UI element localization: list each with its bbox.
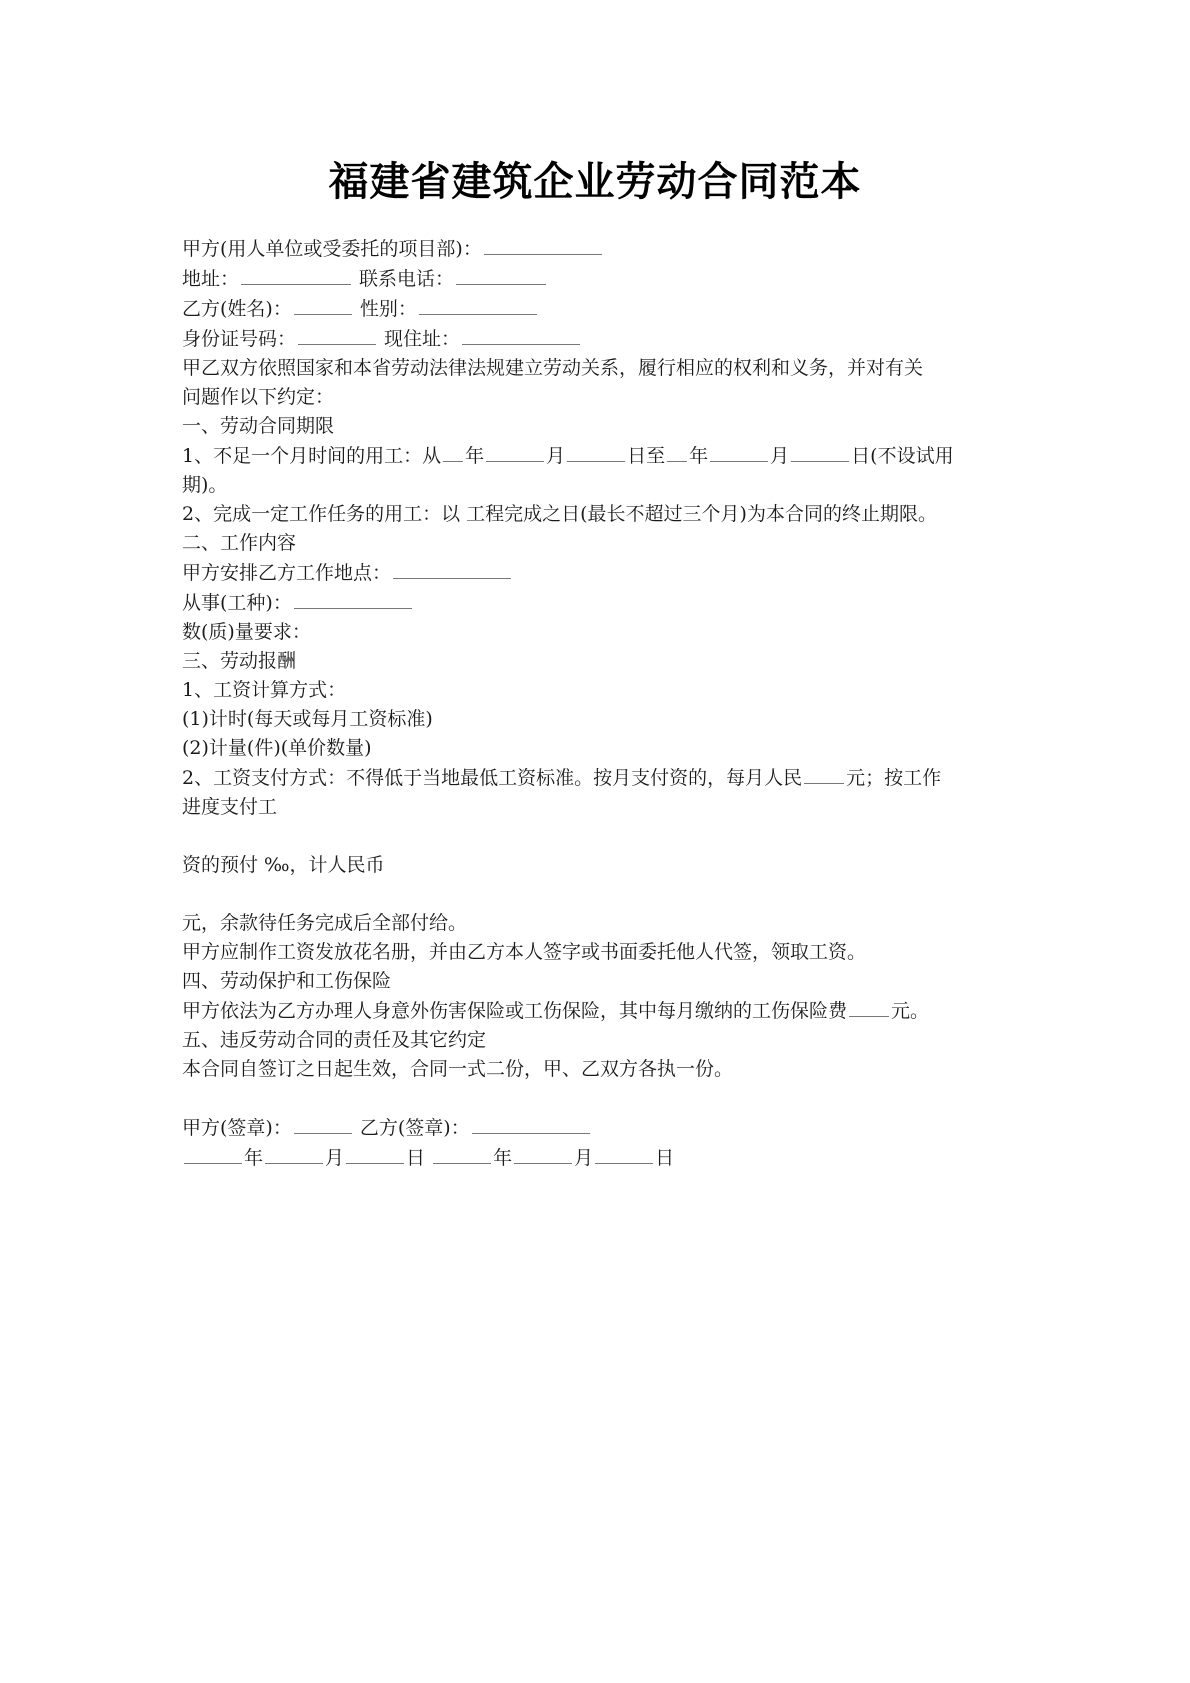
line-text: 年	[689, 445, 709, 467]
doc-line-pay-time	[182, 705, 1022, 734]
doc-line-pay-method-1	[182, 763, 1022, 793]
doc-line-section-5	[182, 1026, 1022, 1055]
fill-in-blank[interactable]	[265, 1143, 323, 1164]
line-text: 年	[244, 1147, 264, 1169]
doc-line-pay-piece	[182, 734, 1022, 763]
fill-in-blank[interactable]	[433, 1143, 491, 1164]
fill-in-blank[interactable]	[849, 996, 889, 1017]
line-text: 甲方(签章)：	[182, 1117, 292, 1139]
doc-line-pay-advance	[182, 851, 1022, 880]
line-text: 期)。	[182, 474, 228, 496]
line-text: 日(不设试用	[851, 445, 954, 467]
fill-in-blank[interactable]	[184, 1143, 242, 1164]
fill-in-blank[interactable]	[443, 441, 463, 462]
line-text: 五、违反劳动合同的责任及其它约定	[182, 1029, 487, 1051]
doc-line-term-1b	[182, 471, 1022, 500]
line-text: 2、工资支付方式：不得低于当地最低工资标准。按月支付资的，每月人民	[182, 767, 803, 789]
fill-in-blank[interactable]	[514, 1143, 572, 1164]
doc-line-quality	[182, 618, 1022, 647]
fill-in-blank[interactable]	[472, 1113, 590, 1134]
line-text: 性别：	[353, 298, 417, 320]
line-text: 日	[655, 1147, 675, 1169]
line-text: 1、工资计算方式：	[182, 679, 347, 701]
fill-in-blank[interactable]	[294, 588, 412, 609]
line-text: 1、不足一个月时间的用工：从	[182, 445, 442, 467]
doc-line-insurance	[182, 996, 1022, 1026]
doc-line-section-3	[182, 647, 1022, 676]
doc-line-pay-calc	[182, 676, 1022, 705]
document-body	[182, 234, 1022, 1173]
line-text: 月	[546, 445, 566, 467]
document-title: 福建省建筑企业劳动合同范本	[328, 159, 862, 205]
fill-in-blank[interactable]	[567, 441, 625, 462]
doc-line-signatures	[182, 1113, 1022, 1143]
line-text: 地址：	[182, 268, 240, 290]
doc-line-effective	[182, 1055, 1022, 1084]
line-text: (1)计时(每天或每月工资标准)	[182, 708, 433, 730]
doc-line-work-type	[182, 588, 1022, 618]
fill-in-blank[interactable]	[346, 1143, 404, 1164]
line-text: 元。	[891, 1000, 930, 1022]
doc-line-term-1a	[182, 441, 1022, 471]
line-text: 二、工作内容	[182, 532, 297, 554]
line-text: 数(质)量要求：	[182, 621, 311, 643]
doc-line-section-1	[182, 412, 1022, 441]
doc-line-gap-2	[182, 880, 1022, 909]
line-text: 甲方安排乙方工作地点：	[182, 562, 392, 584]
fill-in-blank[interactable]	[419, 294, 537, 315]
doc-line-address-phone	[182, 264, 1022, 294]
fill-in-blank[interactable]	[294, 1113, 352, 1134]
doc-line-pay-balance	[182, 909, 1022, 938]
line-text: 从事(工种)：	[182, 592, 292, 614]
line-text: 月	[325, 1147, 345, 1169]
fill-in-blank[interactable]	[484, 234, 602, 255]
line-text: 甲乙双方依照国家和本省劳动法律法规建立劳动关系，履行相应的权利和义务，并对有关	[182, 357, 924, 379]
doc-line-preamble-1	[182, 354, 1022, 383]
doc-line-dates	[182, 1143, 1022, 1173]
fill-in-blank[interactable]	[462, 324, 580, 345]
fill-in-blank[interactable]	[298, 324, 376, 345]
line-text: 现住址：	[378, 328, 461, 350]
line-text: 进度支付工	[182, 796, 278, 818]
fill-in-blank[interactable]	[804, 763, 844, 784]
doc-line-section-2	[182, 529, 1022, 558]
line-text: 日至	[627, 445, 666, 467]
line-text: (2)计量(件)(单价数量)	[182, 737, 372, 759]
line-text: 月	[770, 445, 790, 467]
line-text: 月	[574, 1147, 594, 1169]
fill-in-blank[interactable]	[486, 441, 544, 462]
line-text: 元；按工作	[846, 767, 942, 789]
doc-line-party-b	[182, 294, 1022, 324]
line-text: 乙方(签章)：	[353, 1117, 470, 1139]
fill-in-blank[interactable]	[667, 441, 687, 462]
line-text: 一、劳动合同期限	[182, 415, 335, 437]
line-text: 问题作以下约定：	[182, 386, 335, 408]
line-text: 三、劳动报酬	[182, 650, 297, 672]
line-text: 甲方(用人单位或受委托的项目部)：	[182, 238, 482, 260]
fill-in-blank[interactable]	[393, 558, 511, 579]
doc-line-party-a	[182, 234, 1022, 264]
line-text: 联系电话：	[353, 268, 455, 290]
line-text: 年	[465, 445, 485, 467]
line-text: 资的预付 ‰，计人民币	[182, 854, 385, 876]
line-text: 元，余款待任务完成后全部付给。	[182, 912, 468, 934]
fill-in-blank[interactable]	[241, 264, 351, 285]
fill-in-blank[interactable]	[791, 441, 849, 462]
line-text: 本合同自签订之日起生效，合同一式二份，甲、乙双方各执一份。	[182, 1058, 734, 1080]
doc-line-section-4	[182, 967, 1022, 996]
line-text: 日	[406, 1147, 432, 1169]
doc-line-pay-method-2	[182, 793, 1022, 822]
line-text: 身份证号码：	[182, 328, 297, 350]
line-text: 甲方依法为乙方办理人身意外伤害保险或工伤保险，其中每月缴纳的工伤保险费	[182, 1000, 848, 1022]
doc-line-id-address	[182, 324, 1022, 354]
line-text: 乙方(姓名)：	[182, 298, 292, 320]
doc-line-term-2	[182, 500, 1022, 529]
fill-in-blank[interactable]	[595, 1143, 653, 1164]
doc-line-work-location	[182, 558, 1022, 588]
line-text: 四、劳动保护和工伤保险	[182, 970, 392, 992]
line-text: 2、完成一定工作任务的用工：以 工程完成之日(最长不超过三个月)为本合同的终止期限。	[182, 503, 937, 525]
doc-line-gap-1	[182, 822, 1022, 851]
line-text: 甲方应制作工资发放花名册，并由乙方本人签字或书面委托他人代签，领取工资。	[182, 941, 867, 963]
line-text: 年	[493, 1147, 513, 1169]
fill-in-blank[interactable]	[456, 264, 546, 285]
doc-line-payroll	[182, 938, 1022, 967]
doc-line-preamble-2	[182, 383, 1022, 412]
fill-in-blank[interactable]	[710, 441, 768, 462]
doc-line-gap-3	[182, 1084, 1022, 1113]
fill-in-blank[interactable]	[294, 294, 352, 315]
